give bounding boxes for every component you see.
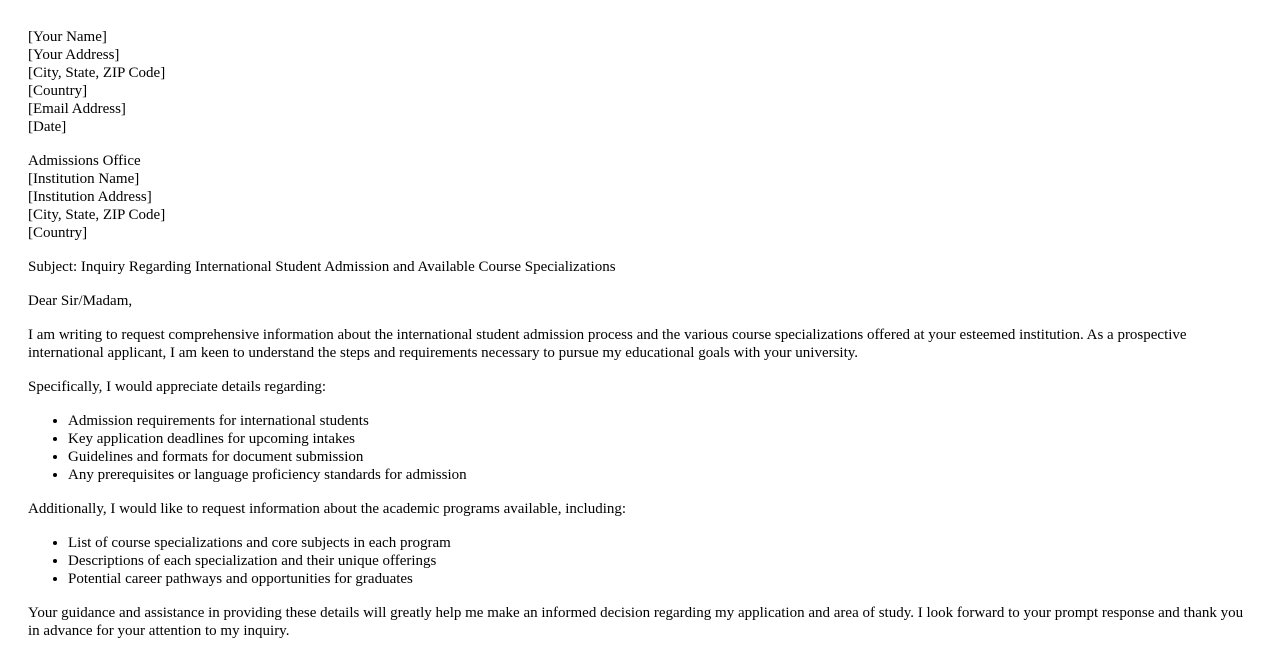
recipient-office: Admissions Office — [28, 153, 141, 169]
recipient-city-state-zip: [City, State, ZIP Code] — [28, 207, 166, 223]
sender-email: [Email Address] — [28, 101, 126, 117]
programs-intro-paragraph: Additionally, I would like to request information about the academic programs available, including: — [28, 501, 627, 517]
details-list — [28, 412, 1250, 484]
sender-name: [Your Name] — [28, 29, 107, 45]
list-item: • List of course specializations and core subjects in each program — [68, 534, 1250, 552]
list-item: • Guidelines and formats for document submission — [68, 448, 1250, 466]
list-item: • Admission requirements for international students — [68, 412, 1250, 430]
list-item: • Key application deadlines for upcoming intakes — [68, 430, 1250, 448]
salutation: Dear Sir/Madam, — [28, 293, 133, 309]
sender-address-block — [28, 28, 1250, 136]
subject-line: Subject: Inquiry Regarding International Student Admission and Available Course Specializations — [28, 259, 616, 275]
list-item: • Potential career pathways and opportunities for graduates — [68, 570, 1250, 588]
closing-paragraph: Your guidance and assistance in providing these details will greatly help me make an informed decision regarding my application and area of study. I look forward to your prompt response and thank you in advance for your attention to my inquiry. — [28, 605, 1244, 639]
programs-list — [28, 534, 1250, 588]
letter-date: [Date] — [28, 119, 67, 135]
list-item: • Descriptions of each specialization and their unique offerings — [68, 552, 1250, 570]
recipient-address-block — [28, 152, 1250, 242]
recipient-institution-name: [Institution Name] — [28, 171, 140, 187]
list-item: • Any prerequisites or language proficiency standards for admission — [68, 466, 1250, 484]
recipient-institution-address: [Institution Address] — [28, 189, 152, 205]
sender-country: [Country] — [28, 83, 88, 99]
intro-paragraph: I am writing to request comprehensive information about the international student admission process and the various course specializations offered at your esteemed institution. As a prospective international applicant, I am keen to understand the steps and requirements necessary to pursue my educational goals with your university. — [28, 327, 1187, 361]
sender-address: [Your Address] — [28, 47, 120, 63]
recipient-country: [Country] — [28, 225, 88, 241]
sender-city-state-zip: [City, State, ZIP Code] — [28, 65, 166, 81]
details-intro-paragraph: Specifically, I would appreciate details regarding: — [28, 379, 327, 395]
